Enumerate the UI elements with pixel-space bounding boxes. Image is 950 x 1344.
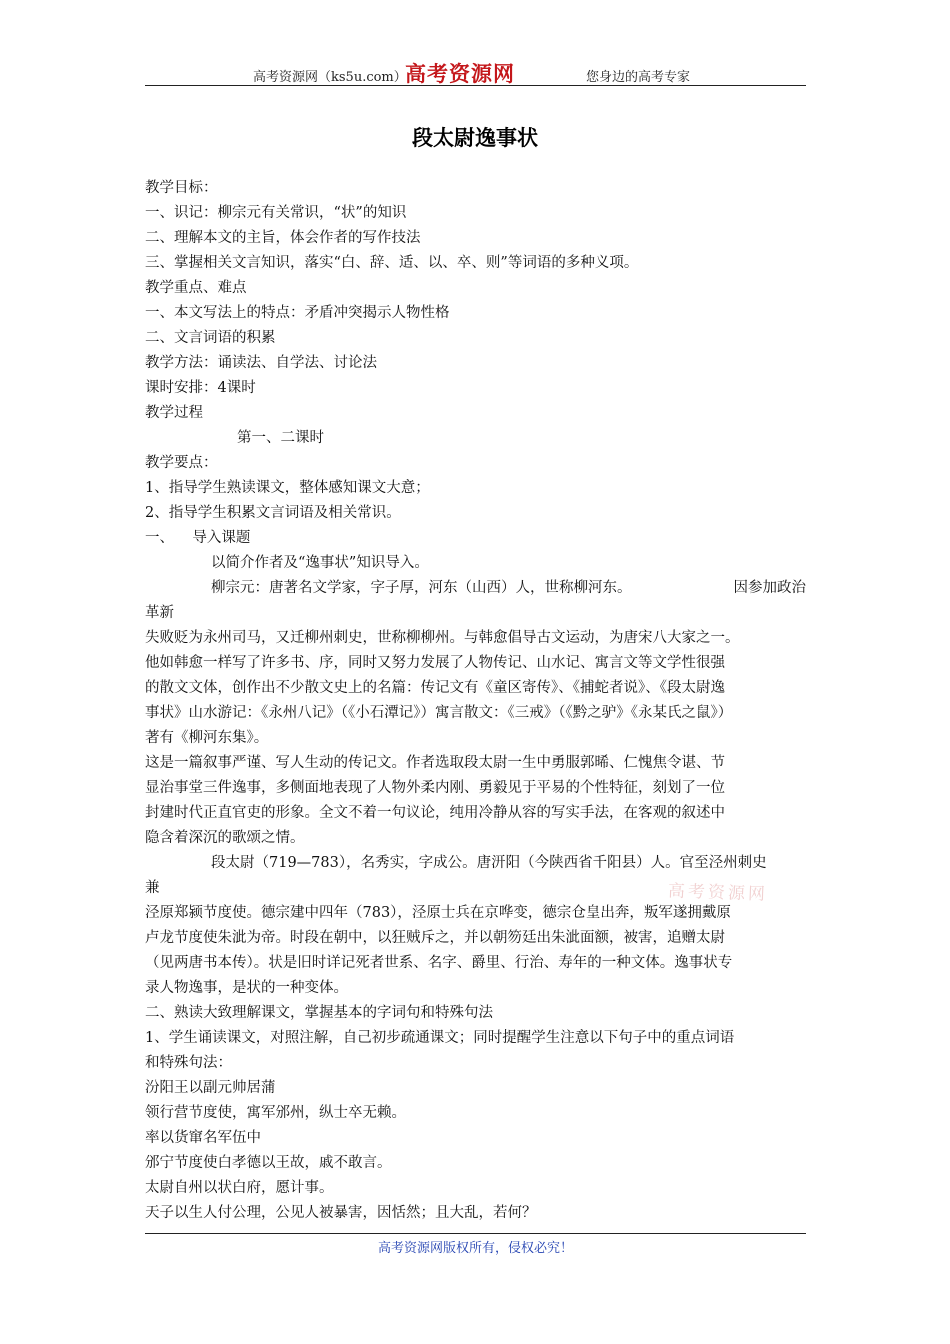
example-sentence: 领行营节度使，寓军邠州，纵士卒无赖。 [145, 1105, 406, 1121]
para-line: （见两唐书本传）。状是旧时详记死者世系、名字、爵里、行治、寿年的一种文体。逸事状专 [145, 955, 733, 971]
para-line: 这是一篇叙事严谨、写人生动的传记文。作者选取段太尉一生中勇服郭晞、仁愧焦令谌、节 [145, 755, 725, 771]
watermark-logo: 高考资源网 [667, 881, 769, 905]
para-line: 的散文文体，创作出不少散文史上的名篇：传记文有《童区寄传》、《捕蛇者说》、《段太尉逸 [145, 680, 725, 696]
para-line: 卢龙节度使朱泚为帝。时段在朝中，以狂贼斥之，并以朝笏廷出朱泚面额，被害，追赠太尉 [145, 930, 725, 946]
text-line: 教学重点、难点 [145, 280, 247, 296]
para-line: 事状》山水游记：《永州八记》（《小石潭记》）寓言散文：《三戒》（《黔之驴》《永某氏之鼠》） [145, 705, 733, 721]
text-line: 二、文言词语的积累 [145, 330, 276, 346]
para-line: 失败贬为永州司马，又迁柳州刺史，世称柳柳州。与韩愈倡导古文运动，为唐宋八大家之一。 [145, 630, 740, 646]
para-line: 录人物逸事，是状的一种变体。 [145, 980, 348, 996]
para-line: 著有《柳河东集》。 [145, 730, 269, 746]
text-line: 一、本文写法上的特点：矛盾冲突揭示人物性格 [145, 305, 450, 321]
para-line: 和特殊句法： [145, 1055, 232, 1071]
example-sentence: 汾阳王以副元帅居蒲 [145, 1080, 276, 1096]
text-line: 以简介作者及“逸事状”知识导入。 [211, 555, 429, 571]
author-intro-line [145, 576, 806, 601]
author-paragraph [145, 626, 806, 751]
text-line: 教学要点： [145, 455, 218, 471]
header-slogan: 您身边的高考专家 [586, 70, 691, 85]
page-header [145, 58, 806, 86]
biography-paragraph [145, 901, 806, 1001]
text-line: 教学目标： [145, 180, 218, 196]
document-body [145, 176, 806, 1226]
para-line: 他如韩愈一样写了许多书、序，同时又努力发展了人物传记、山水记、寓言文等文学性很强 [145, 655, 725, 671]
text-line: 二、熟读大致理解课文，掌握基本的字词句和特殊句法 [145, 1005, 493, 1021]
text-line: 教学方法：诵读法、自学法、讨论法 [145, 355, 377, 371]
section-heading: 第一、二课时 [237, 430, 324, 446]
text-line: 段太尉（719—783），名秀实，字成公。唐汧阳（今陕西省千阳县）人。官至泾州刺史 [211, 855, 767, 871]
example-sentence: 邠宁节度使白孝德以王故，戚不敢言。 [145, 1155, 392, 1171]
para-line: 显治事堂三件逸事，多侧面地表现了人物外柔内刚、勇毅见于平易的个性特征，刻划了一位 [145, 780, 725, 796]
page-footer: 高考资源网版权所有，侵权必究！ [145, 1233, 806, 1256]
text-line: 二、理解本文的主旨，体会作者的写作技法 [145, 230, 421, 246]
document-title: 段太尉逸事状 [412, 126, 538, 150]
text-line: 一、 导入课题 [145, 530, 251, 546]
text-line: 革新 [145, 605, 174, 621]
para-line: 封建时代正直官吏的形象。全文不着一句议论，纯用冷静从容的写实手法，在客观的叙述中 [145, 805, 725, 821]
para-line: 1、学生诵读课文，对照注解，自己初步疏通课文；同时提醒学生注意以下句子中的重点词语 [145, 1030, 735, 1046]
text-line: 兼 [145, 880, 160, 896]
author-intro-continued: 因参加政治 [733, 580, 806, 596]
text-line: 2、指导学生积累文言词语及相关常识。 [145, 505, 401, 521]
text-line: 一、识记：柳宗元有关常识，“状”的知识 [145, 205, 407, 221]
header-site-text: 高考资源网（ks5u.com） [253, 70, 407, 85]
example-sentence: 天子以生人付公理，公见人被暴害，因恬然；且大乱，若何？ [145, 1205, 537, 1221]
author-intro-text: 柳宗元：唐著名文学家，字子厚，河东（山西）人，世称柳河东。 [211, 580, 632, 596]
example-sentence: 太尉自州以状白府，愿计事。 [145, 1180, 334, 1196]
text-line: 课时安排：4课时 [145, 380, 256, 396]
text-line: 教学过程 [145, 405, 203, 421]
example-sentence: 率以货窜名军伍中 [145, 1130, 261, 1146]
instruction-paragraph [145, 1026, 806, 1076]
summary-paragraph [145, 751, 806, 851]
text-line: 1、指导学生熟读课文，整体感知课文大意； [145, 480, 430, 496]
para-line: 隐含着深沉的歌颂之情。 [145, 830, 305, 846]
para-line: 泾原郑颍节度使。德宗建中四年（783），泾原士兵在京哗变，德宗仓皇出奔，叛军遂拥戴原 [145, 905, 731, 921]
header-logo: 高考资源网 [405, 61, 515, 86]
text-line: 三、掌握相关文言知识，落实“白、辞、适、以、卒、则”等词语的多种义项。 [145, 255, 639, 271]
